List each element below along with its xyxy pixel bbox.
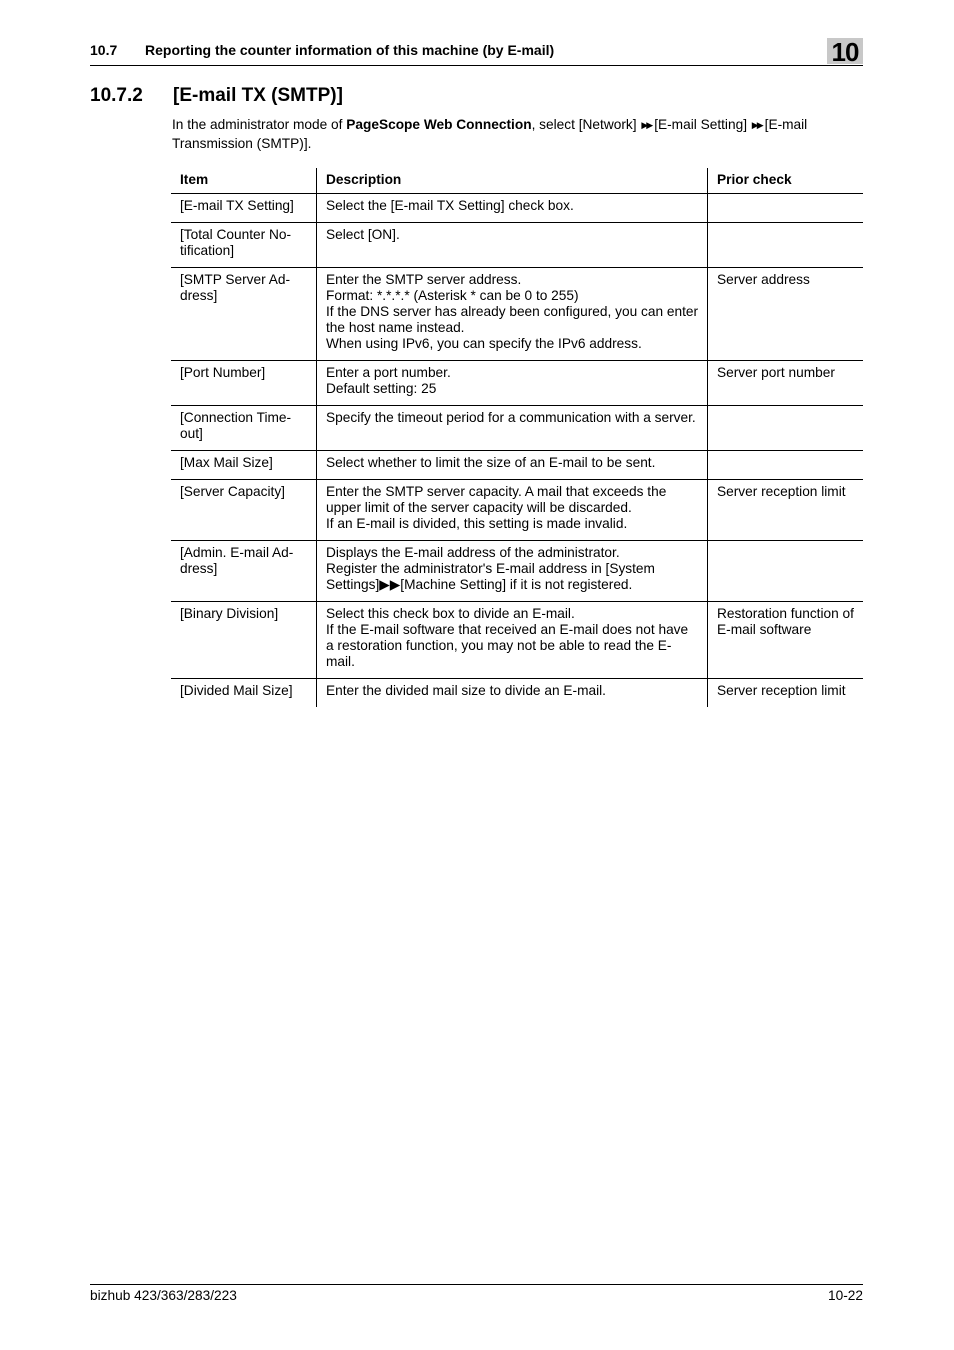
table-row [171, 361, 863, 406]
description-line: Enter the SMTP server address. [326, 272, 522, 287]
table-row [171, 451, 863, 480]
table-row [171, 194, 863, 223]
cell-description [317, 268, 708, 361]
cell-prior-check: Server port number [708, 361, 864, 406]
header-section-number: 10.7 [90, 42, 118, 58]
section-title: [E-mail TX (SMTP)] [173, 85, 343, 106]
cell-item: [Max Mail Size] [171, 451, 317, 480]
description-line: If an E-mail is divided, this setting is made invalid. [326, 516, 628, 531]
column-header-prior-check: Prior check [708, 168, 864, 194]
description-line: Default setting: 25 [326, 381, 437, 396]
cell-item: [Total Counter No-tification] [171, 223, 317, 268]
table-row [171, 223, 863, 268]
footer-page-number: 10-22 [827, 1288, 863, 1303]
double-arrow-icon: ▶▶ [641, 120, 652, 130]
table-row [171, 268, 863, 361]
cell-item: [Port Number] [171, 361, 317, 406]
cell-prior-check [708, 451, 864, 480]
description-line: Select [ON]. [326, 227, 400, 242]
cell-description [317, 361, 708, 406]
table-row [171, 679, 863, 708]
description-line: If the E-mail software that received an E-mail does not have a restoration function, you may not be able to read the E-mail. [326, 622, 689, 669]
description-line: Specify the timeout period for a communication with a server. [326, 410, 696, 425]
cell-item: [E-mail TX Setting] [171, 194, 317, 223]
column-header-description: Description [317, 168, 708, 194]
description-line: Enter the SMTP server capacity. A mail that exceeds the upper limit of the server capacity will be discarded. [326, 484, 667, 515]
table-row [171, 480, 863, 541]
cell-prior-check [708, 223, 864, 268]
intro-paragraph [172, 116, 864, 153]
intro-product-name: PageScope Web Connection [346, 117, 532, 132]
column-header-item: Item [171, 168, 317, 194]
section-heading [90, 85, 343, 107]
description-line: Enter the divided mail size to divide an E-mail. [326, 683, 606, 698]
description-line: Format: *.*.*.* (Asterisk * can be 0 to 255) [326, 288, 579, 303]
table-header-row [171, 168, 863, 194]
description-line: When using IPv6, you can specify the IPv6 address. [326, 336, 642, 351]
cell-description [317, 480, 708, 541]
cell-item: [SMTP Server Ad-dress] [171, 268, 317, 361]
intro-prefix: In the administrator mode of [172, 117, 347, 132]
description-line: Select whether to limit the size of an E-mail to be sent. [326, 455, 656, 470]
cell-description [317, 223, 708, 268]
intro-step3: [E-mail Transmission (SMTP)]. [172, 117, 808, 151]
cell-prior-check [708, 194, 864, 223]
description-line: Displays the E-mail address of the administrator. [326, 545, 620, 560]
cell-item: [Binary Division] [171, 602, 317, 679]
cell-description [317, 406, 708, 451]
page-footer [90, 1284, 863, 1303]
description-line: Register the administrator's E-mail address in [System Settings]▶▶[Machine Setting] if it is not registered. [326, 561, 655, 592]
cell-description [317, 541, 708, 602]
description-line: Select this check box to divide an E-mail. [326, 606, 575, 621]
double-arrow-icon: ▶▶ [751, 120, 762, 130]
cell-item: [Connection Time-out] [171, 406, 317, 451]
description-line: If the DNS server has already been configured, you can enter the host name instead. [326, 304, 699, 335]
cell-description [317, 602, 708, 679]
table-body [171, 194, 863, 708]
cell-item: [Admin. E-mail Ad-dress] [171, 541, 317, 602]
cell-item: [Divided Mail Size] [180, 683, 293, 698]
chapter-number-badge: 10 [827, 38, 863, 64]
cell-prior-check: Server address [708, 268, 864, 361]
cell-description [317, 194, 708, 223]
cell-prior-check [708, 406, 864, 451]
cell-item: [Server Capacity] [171, 480, 317, 541]
cell-prior-check: Server reception limit [708, 480, 864, 541]
intro-mid: , select [Network] [531, 117, 641, 132]
description-line: Select the [E-mail TX Setting] check box. [326, 198, 574, 213]
footer-model: bizhub 423/363/283/223 [90, 1288, 237, 1303]
cell-prior-check: Restoration function of E-mail software [708, 602, 864, 679]
cell-description [317, 451, 708, 480]
header-section-title: Reporting the counter information of this machine (by E-mail) [145, 42, 555, 58]
cell-prior-check [708, 541, 864, 602]
settings-table [171, 168, 863, 707]
page-header [90, 38, 863, 66]
table-row [171, 602, 863, 679]
table-row [171, 406, 863, 451]
section-number: 10.7.2 [90, 85, 143, 106]
intro-step2: [E-mail Setting] [654, 117, 751, 132]
description-line: Enter a port number. [326, 365, 451, 380]
cell-description [317, 679, 708, 708]
table-row [171, 541, 863, 602]
cell-prior-check: Server reception limit [708, 679, 864, 708]
